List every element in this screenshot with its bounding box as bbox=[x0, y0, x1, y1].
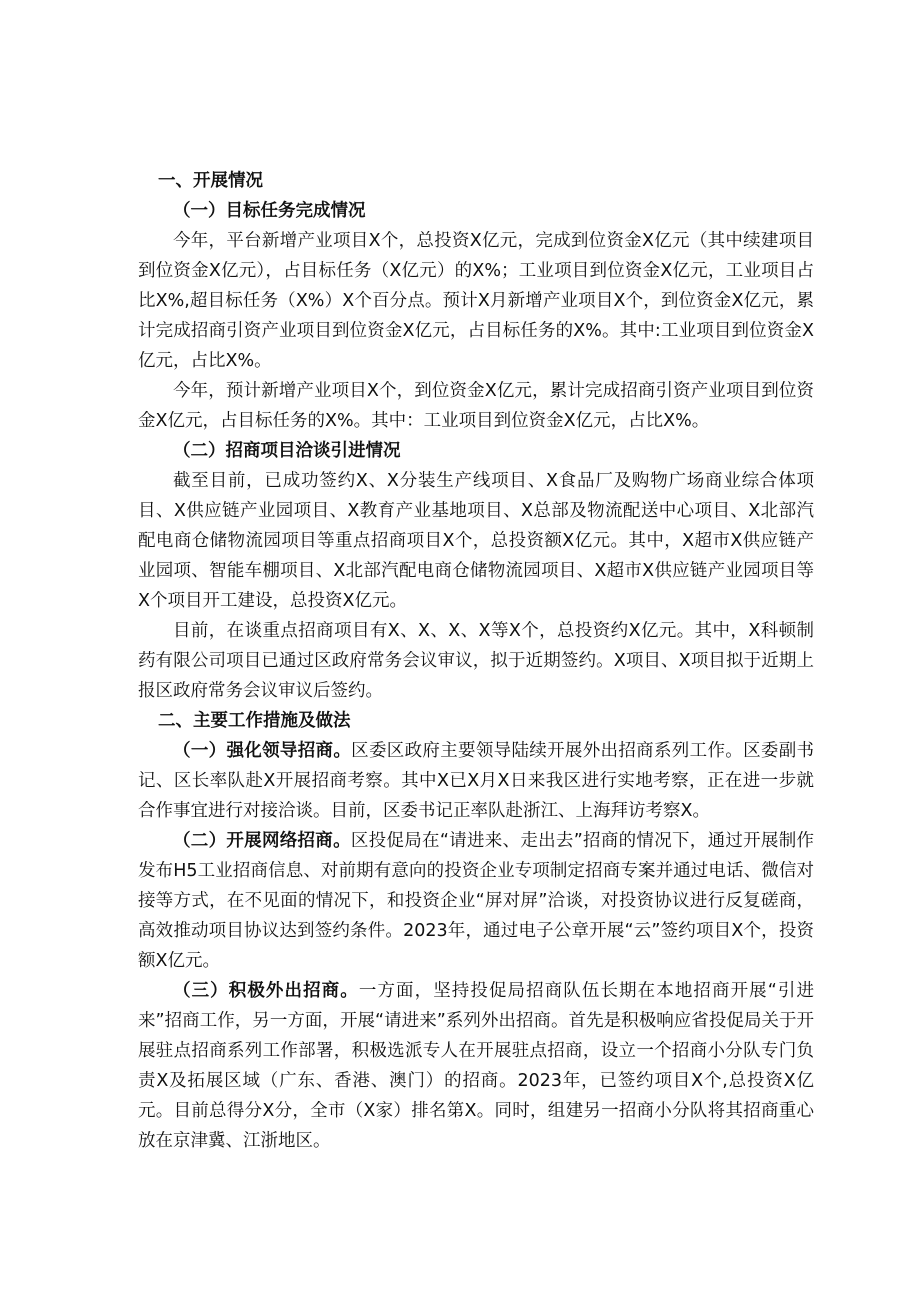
paragraph-2-3 bbox=[138, 976, 814, 1156]
paragraph-2-2 bbox=[138, 826, 814, 976]
paragraph-2-3-lead: （三）积极外出招商。 bbox=[173, 981, 359, 1001]
paragraph-2-1-lead: （一）强化领导招商。 bbox=[173, 741, 352, 761]
paragraph-2-1-body: 区委区政府主要领导陆续开展外出招商系列工作。区委副书记、区长率队赴X开展招商考察。其中X已X月X日来我区进行实地考察，正在进一步就合作事宜进行对接洽谈。目前，区委书记正率队赴浙江、上海拜访考察X。 bbox=[138, 741, 815, 821]
paragraph-1-2-a: 截至目前，已成功签约X、X分装生产线项目、X食品厂及购物广场商业综合体项目、X供应链产业园项目、X教育产业基地项目、X总部及物流配送中心项目、X北部汽配电商仓储物流园项目等重点招商项目X个，总投资额X亿元。其中，X超市X供应链产业园项、智能车棚项目、X北部汽配电商仓储物流园项目、X超市X供应链产业园项目等X个项目开工建设，总投资X亿元。 bbox=[138, 471, 814, 611]
document-body bbox=[138, 166, 814, 1156]
paragraph-2-2-lead: （二）开展网络招商。 bbox=[173, 831, 351, 851]
paragraph-2-2-body: 区投促局在“请进来、走出去”招商的情况下，通过开展制作发布H5工业招商信息、对前期有意向的投资企业专项制定招商专案并通过电话、微信对接等方式，在不见面的情况下，和投资企业“屏对屏”洽谈，对投资协议进行反复磋商，高效推动项目协议达到签约条件。2023年，通过电子公章开展“云”签约项目X个，投资额X亿元。 bbox=[138, 831, 815, 971]
section-1-2-heading: （二）招商项目洽谈引进情况 bbox=[173, 441, 401, 461]
section-1-heading: 一、开展情况 bbox=[158, 171, 263, 191]
section-1-1-heading: （一）目标任务完成情况 bbox=[173, 201, 366, 221]
paragraph-2-3-body: 一方面，坚持投促局招商队伍长期在本地招商开展“引进来”招商工作，另一方面，开展“请进来”系列外出招商。首先是积极响应省投促局关于开展驻点招商系列工作部署，积极选派专人在开展驻点招商，设立一个招商小分队专门负责X及拓展区域（广东、香港、澳门）的招商。2023年，已签约项目X个,总投资X亿元。目前总得分X分，全市（X家）排名第X。同时，组建另一招商小分队将其招商重心放在京津冀、江浙地区。 bbox=[138, 981, 814, 1151]
paragraph-1-2-b: 目前，在谈重点招商项目有X、X、X、X等X个，总投资约X亿元。其中，X科顿制药有限公司项目已通过区政府常务会议审议，拟于近期签约。X项目、X项目拟于近期上报区政府常务会议审议后签约。 bbox=[138, 621, 814, 701]
paragraph-1-1-a: 今年，平台新增产业项目X个，总投资X亿元，完成到位资金X亿元（其中续建项目到位资金X亿元），占目标任务（X亿元）的X%；工业项目到位资金X亿元，工业项目占比X%,超目标任务（X%）X个百分点。预计X月新增产业项目X个，到位资金X亿元，累计完成招商引资产业项目到位资金X亿元，占目标任务的X%。其中:工业项目到位资金X亿元，占比X%。 bbox=[138, 231, 814, 371]
section-2-heading: 二、主要工作措施及做法 bbox=[158, 711, 351, 731]
paragraph-1-1-b: 今年，预计新增产业项目X个，到位资金X亿元，累计完成招商引资产业项目到位资金X亿元，占目标任务的X%。其中：工业项目到位资金X亿元，占比X%。 bbox=[138, 381, 814, 431]
paragraph-2-1 bbox=[138, 736, 814, 826]
